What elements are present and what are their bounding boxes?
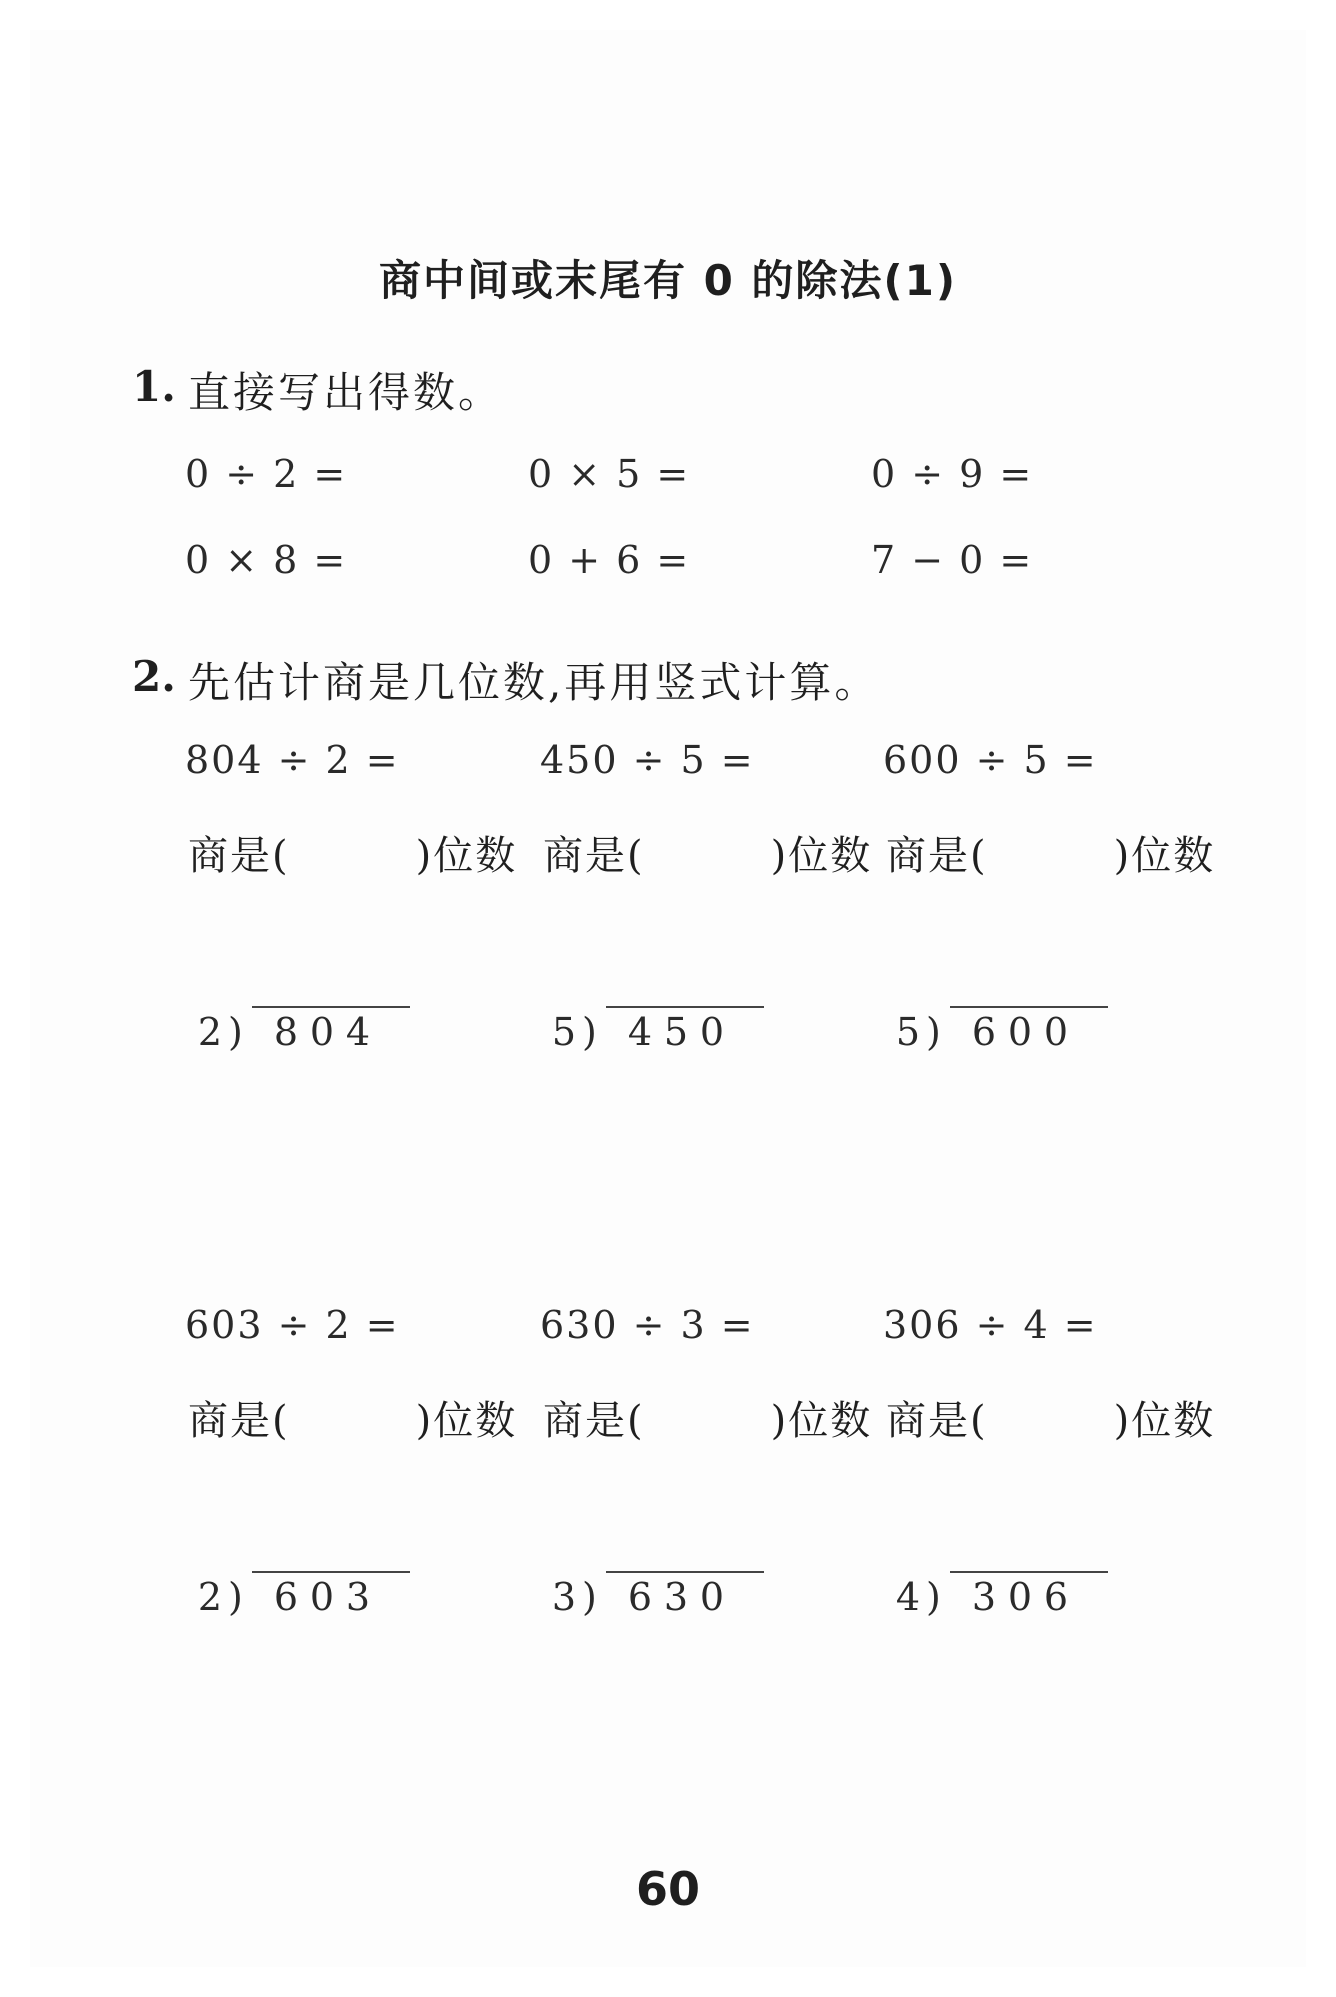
division-hook-icon: ) <box>582 1010 597 1054</box>
q2-expression: 600 ÷ 5 = <box>883 738 1098 782</box>
q1-item: 0 ÷ 2 = <box>185 452 348 496</box>
dividend-digit: 8 <box>273 1010 299 1054</box>
digit-count-answer-blank[interactable]: 商是( )位数 <box>188 833 518 879</box>
worksheet-page <box>30 30 1306 1967</box>
dividend-digit: 3 <box>663 1575 689 1619</box>
q1-item: 0 + 6 = <box>528 538 691 582</box>
page-number: 60 <box>635 1862 700 1916</box>
digit-count-answer-blank[interactable]: 商是( )位数 <box>543 1398 873 1444</box>
digit-count-answer-blank[interactable]: 商是( )位数 <box>188 1398 518 1444</box>
long-division-bracket[interactable] <box>192 1575 376 1619</box>
q1-item: 7 − 0 = <box>871 538 1034 582</box>
dividend-digit: 6 <box>273 1575 299 1619</box>
division-bar <box>606 1571 764 1573</box>
q2-expression: 603 ÷ 2 = <box>185 1303 400 1347</box>
divisor: 2 <box>197 1575 223 1619</box>
question-2-text: 先估计商是几位数,再用竖式计算。 <box>188 658 880 707</box>
dividend-digit: 6 <box>971 1010 997 1054</box>
division-bar <box>950 1571 1108 1573</box>
dividend-digit: 5 <box>663 1010 689 1054</box>
dividend-digit: 0 <box>1043 1010 1069 1054</box>
division-bar <box>950 1006 1108 1008</box>
division-hook-icon: ) <box>926 1575 941 1619</box>
dividend-digit: 0 <box>1007 1575 1033 1619</box>
divisor: 3 <box>551 1575 577 1619</box>
dividend-digit: 4 <box>345 1010 371 1054</box>
long-division-bracket[interactable] <box>890 1010 1074 1054</box>
division-hook-icon: ) <box>926 1010 941 1054</box>
division-bar <box>606 1006 764 1008</box>
dividend-digit: 6 <box>1043 1575 1069 1619</box>
division-hook-icon: ) <box>228 1575 243 1619</box>
divisor: 2 <box>197 1010 223 1054</box>
page-title: 商中间或末尾有 0 的除法(1) <box>378 256 958 305</box>
dividend-digit: 3 <box>971 1575 997 1619</box>
long-division-bracket[interactable] <box>546 1575 730 1619</box>
dividend-digit: 0 <box>1007 1010 1033 1054</box>
long-division-bracket[interactable] <box>192 1010 376 1054</box>
divisor: 5 <box>895 1010 921 1054</box>
dividend-digit: 0 <box>309 1575 335 1619</box>
digit-count-answer-blank[interactable]: 商是( )位数 <box>543 833 873 879</box>
long-division-bracket[interactable] <box>546 1010 730 1054</box>
divisor: 4 <box>895 1575 921 1619</box>
division-hook-icon: ) <box>228 1010 243 1054</box>
q1-item: 0 ÷ 9 = <box>871 452 1034 496</box>
dividend-digit: 0 <box>309 1010 335 1054</box>
q2-expression: 450 ÷ 5 = <box>540 738 755 782</box>
long-division-bracket[interactable] <box>890 1575 1074 1619</box>
division-hook-icon: ) <box>582 1575 597 1619</box>
divisor: 5 <box>551 1010 577 1054</box>
question-1-number: 1. <box>132 362 176 411</box>
dividend-digit: 4 <box>627 1010 653 1054</box>
dividend-digit: 6 <box>627 1575 653 1619</box>
division-bar <box>252 1006 410 1008</box>
q2-expression: 306 ÷ 4 = <box>883 1303 1098 1347</box>
digit-count-answer-blank[interactable]: 商是( )位数 <box>886 1398 1216 1444</box>
digit-count-answer-blank[interactable]: 商是( )位数 <box>886 833 1216 879</box>
q2-expression: 630 ÷ 3 = <box>540 1303 755 1347</box>
division-bar <box>252 1571 410 1573</box>
q1-item: 0 × 8 = <box>185 538 348 582</box>
question-1-text: 直接写出得数。 <box>188 368 504 417</box>
question-2-number: 2. <box>132 652 176 701</box>
dividend-digit: 0 <box>699 1010 725 1054</box>
dividend-digit: 3 <box>345 1575 371 1619</box>
dividend-digit: 0 <box>699 1575 725 1619</box>
q1-item: 0 × 5 = <box>528 452 691 496</box>
q2-expression: 804 ÷ 2 = <box>185 738 400 782</box>
